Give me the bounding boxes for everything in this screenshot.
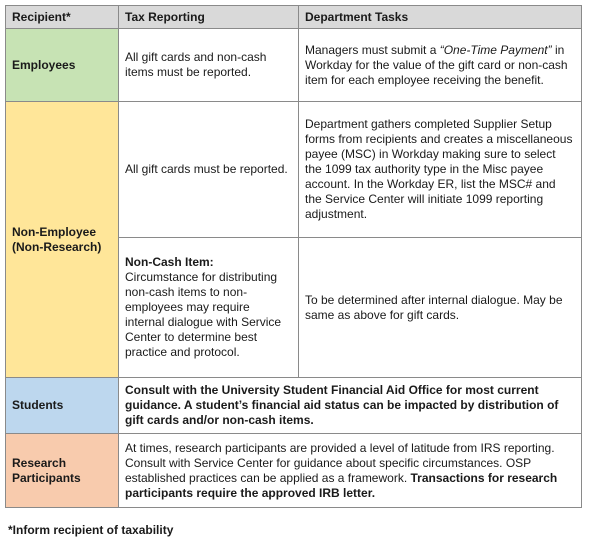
tasks-employees-post: in Workday for the value of the gift card or non-cash item for each employee receiving the benefit. [305, 42, 568, 87]
tasks-employees-emphasis: “One-Time Payment” [439, 42, 552, 57]
header-row [6, 6, 582, 29]
tax-non-employee-gift: All gift cards must be reported. [119, 102, 299, 238]
row-research [6, 434, 582, 508]
tasks-non-employee-gift: Department gathers completed Supplier Setup forms from recipients and creates a miscellaneous payee (MSC) in Workday making sure to select the 1099 tax authority type in the Misc payee account. In the Workday ER, list the MSC# and the Service Center will initiate 1099 reporting adjustment. [299, 102, 582, 238]
research-guidance-text: At times, research participants are provided a level of latitude from IRS reporting. Consult with Service Center for guidance about specific circumstances. OSP established practices can be applied as a framework. [125, 440, 555, 485]
header-department-tasks: Department Tasks [299, 6, 582, 29]
header-recipient: Recipient* [6, 6, 119, 29]
tax-non-employee-noncash [119, 238, 299, 378]
row-non-employee-gift [6, 102, 582, 238]
tax-employees: All gift cards and non-cash items must be reported. [119, 29, 299, 102]
noncash-title: Non-Cash Item: [125, 255, 214, 269]
gift-card-tax-table [5, 5, 582, 508]
students-guidance: Consult with the University Student Financial Aid Office for most current guidance. A student’s financial aid status can be impacted by distribution of gift cards and/or non-cash items. [119, 378, 582, 434]
tasks-non-employee-noncash: To be determined after internal dialogue. May be same as above for gift cards. [299, 238, 582, 378]
recipient-employees: Employees [6, 29, 119, 102]
recipient-students: Students [6, 378, 119, 434]
research-guidance-bold: Transactions for research participants require the approved IRB letter. [125, 470, 558, 500]
header-tax-reporting: Tax Reporting [119, 6, 299, 29]
research-guidance [119, 434, 582, 508]
row-employees [6, 29, 582, 102]
footnote: *Inform recipient of taxability [8, 523, 174, 537]
recipient-research: Research Participants [6, 434, 119, 508]
tasks-employees-pre: Managers must submit a [305, 42, 440, 57]
tasks-employees [299, 29, 582, 102]
noncash-tax-text: Circumstance for distributing non-cash items to non-employees may require internal dialogue with Service Center to determine best practice and protocol. [125, 270, 282, 359]
recipient-non-employee: Non-Employee (Non-Research) [6, 102, 119, 378]
row-students [6, 378, 582, 434]
